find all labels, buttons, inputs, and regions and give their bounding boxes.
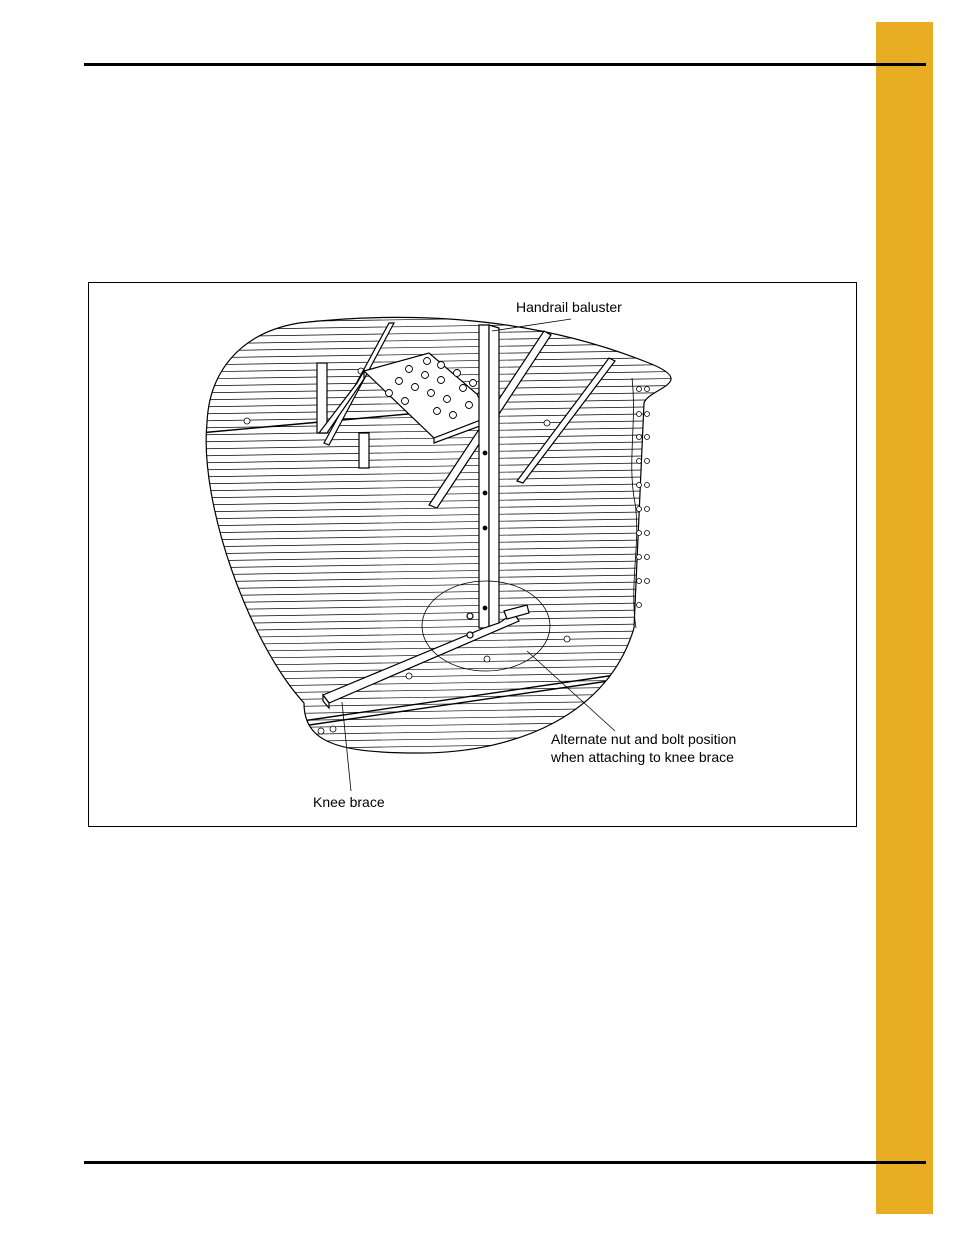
label-alternate-line2: when attaching to knee brace <box>551 749 734 765</box>
footer-rule <box>84 1161 926 1164</box>
label-handrail-baluster: Handrail baluster <box>516 299 622 315</box>
bin-wall-illustration <box>89 283 856 826</box>
chapter-side-tab <box>876 22 933 1214</box>
figure-handrail-baluster-knee-brace <box>88 282 857 827</box>
label-alternate-position <box>551 730 736 766</box>
label-knee-brace: Knee brace <box>313 794 385 810</box>
label-alternate-line1: Alternate nut and bolt position <box>551 731 737 747</box>
handrail-baluster <box>479 325 499 628</box>
header-rule <box>84 63 926 66</box>
